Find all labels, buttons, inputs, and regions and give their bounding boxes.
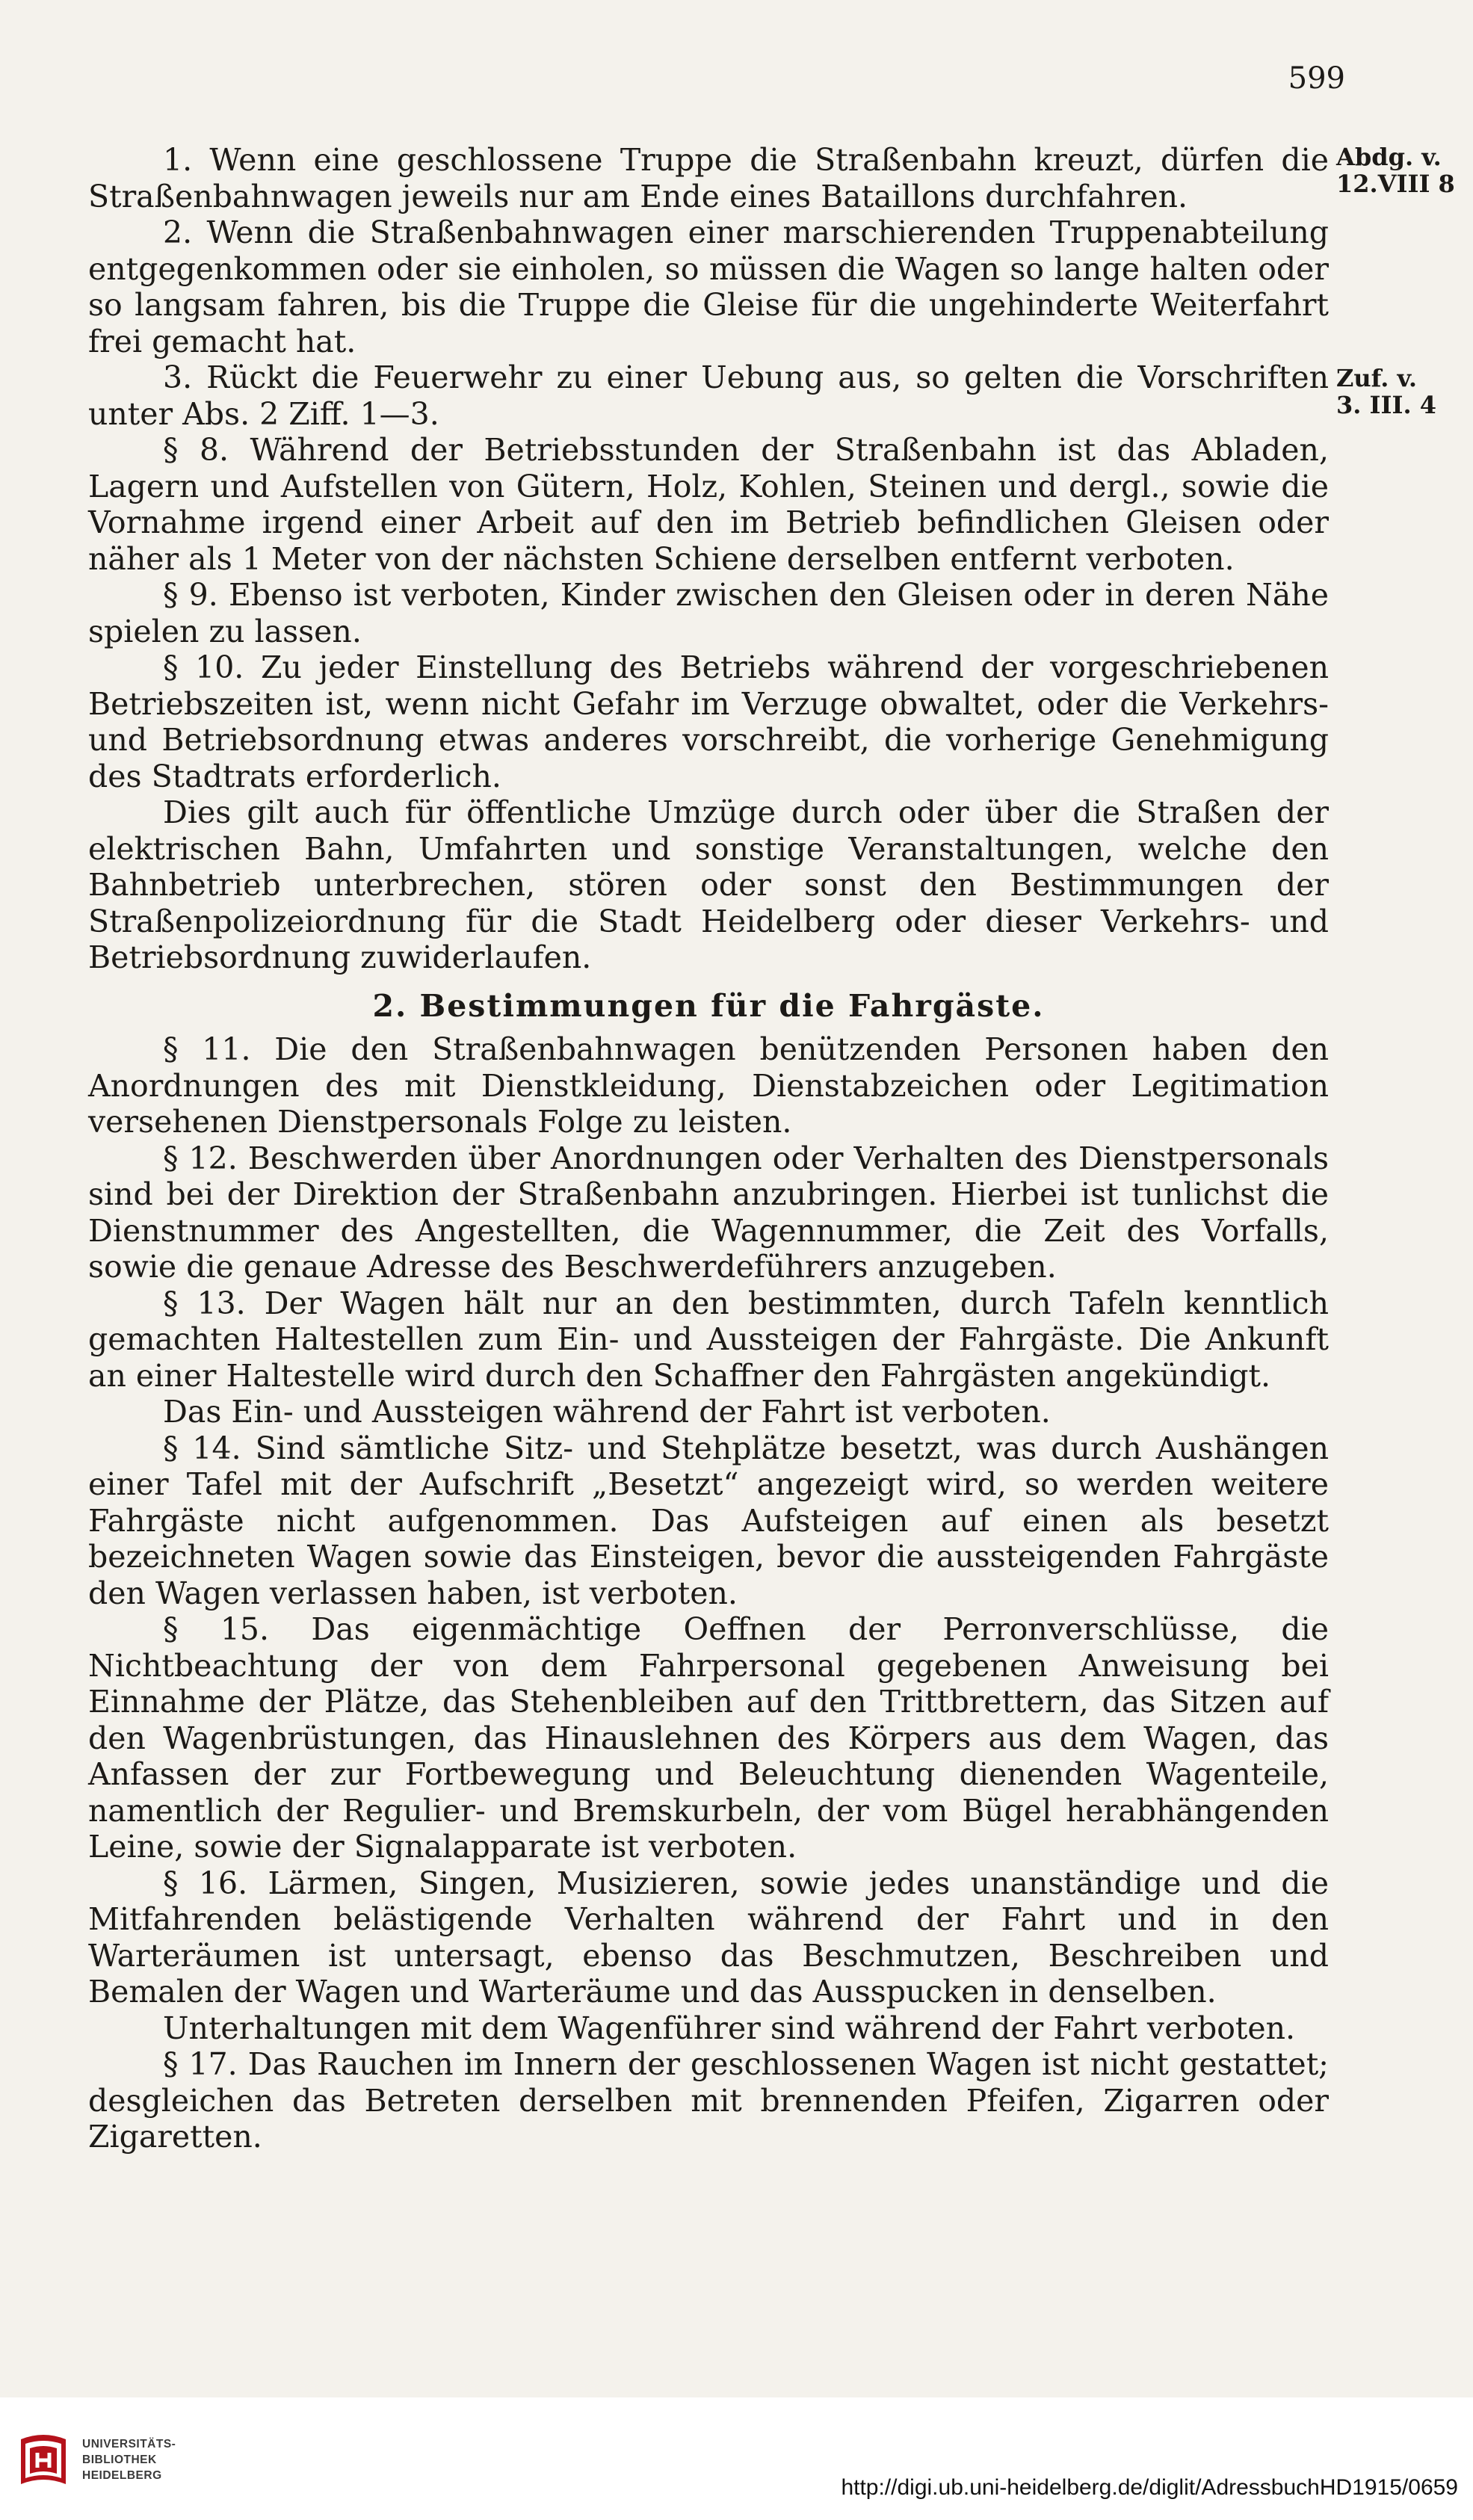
paragraph: § 11. Die den Straßenbahnwagen benützenden Personen haben den Anordnungen des mit Dienstkleidung, Dienstabzeichen oder Legitimation versehenen Dienstpersonals Folge zu leisten.: [88, 1031, 1329, 1140]
paragraph: § 13. Der Wagen hält nur an den bestimmten, durch Tafeln kenntlich gemachten Haltestellen zum Ein- und Aussteigen der Fahrgäste. Die Ankunft an einer Haltestelle wird durch den Schaffner den Fahrgästen angekündigt.: [88, 1285, 1329, 1394]
library-logo[interactable]: [15, 2430, 194, 2490]
paragraph: § 12. Beschwerden über Anordnungen oder Verhalten des Dienstpersonals sind bei der Direktion der Straßenbahn anzubringen. Hierbei ist tunlichst die Dienstnummer des Angestellten, die Wagennummer, die Zeit des Vorfalls, sowie die genaue Adresse des Beschwerdeführers anzugeben.: [88, 1140, 1329, 1285]
paragraph: Unterhaltungen mit dem Wagenführer sind während der Fahrt verboten.: [163, 2010, 1296, 2046]
paragraph: 3. Rückt die Feuerwehr zu einer Uebung aus, so gelten die Vorschriften unter Abs. 2 Ziff. 1—3.: [88, 359, 1329, 432]
paragraph: § 10. Zu jeder Einstellung des Betriebs während der vorgeschriebenen Betriebszeiten ist, wenn nicht Gefahr im Verzuge obwaltet, oder die Verkehrs- und Betriebsordnung etwas anderes vorschreibt, die vorherige Genehmigung des Stadtrats erforderlich.: [88, 649, 1329, 794]
library-name-line: BIBLIOTHEK: [82, 2453, 157, 2466]
margin-note-line: 3. III. 4: [1336, 391, 1436, 419]
footer-bar: [0, 2397, 1473, 2520]
page-number: 599: [1288, 61, 1345, 96]
library-name-line: HEIDELBERG: [82, 2469, 162, 2482]
margin-note-abdg: [1336, 143, 1463, 197]
library-seal-icon: [15, 2432, 72, 2489]
paragraph: § 16. Lärmen, Singen, Musizieren, sowie jedes unanständige und die Mitfahrenden belästigende Verhalten während der Fahrt und in den Warteräumen ist untersagt, ebenso das Beschmutzen, Beschreiben und Bemalen der Wagen und Warteräume und das Ausspucken in denselben.: [88, 1865, 1329, 2010]
margin-note-line: Abdg. v.: [1336, 143, 1442, 171]
paragraph: § 17. Das Rauchen im Innern der geschlossenen Wagen ist nicht gestattet; desgleichen das Betreten derselben mit brennenden Pfeifen, Zigarren oder Zigaretten.: [88, 2046, 1329, 2155]
library-name: [82, 2436, 176, 2483]
paragraph: 2. Wenn die Straßenbahnwagen einer marschierenden Truppenabteilung entgegenkommen oder sie einholen, so müssen die Wagen so lange halten oder so langsam fahren, bis die Truppe die Gleise für die ungehinderte Weiterfahrt frei gemacht hat.: [88, 214, 1329, 359]
paragraph: § 8. Während der Betriebsstunden der Straßenbahn ist das Abladen, Lagern und Aufstellen von Gütern, Holz, Kohlen, Steinen und dergl., sowie die Vornahme irgend einer Arbeit auf den im Betrieb befindlichen Gleisen oder näher als 1 Meter von der nächsten Schiene derselben entfernt verboten.: [88, 432, 1329, 577]
paragraph: 1. Wenn eine geschlossene Truppe die Straßenbahn kreuzt, dürfen die Straßenbahnwagen jeweils nur am Ende eines Bataillons durchfahren.: [88, 142, 1329, 214]
source-url-link[interactable]: http://digi.ub.uni-heidelberg.de/diglit/AdressbuchHD1915/0659: [841, 2475, 1458, 2500]
margin-note-line: Zuf. v.: [1336, 364, 1418, 392]
paragraph: § 15. Das eigenmächtige Oeffnen der Perronverschlüsse, die Nichtbeachtung der von dem Fahrpersonal gegebenen Anweisung bei Einnahme der Plätze, das Stehenbleiben auf den Trittbrettern, das Sitzen auf den Wagenbrüstungen, das Hinauslehnen des Körpers aus dem Wagen, das Anfassen der zur Fortbewegung und Beleuchtung dienenden Wagenteile, namentlich der Regulier- und Bremskurbeln, der vom Bügel herabhängenden Leine, sowie der Signalapparate ist verboten.: [88, 1611, 1329, 1865]
main-text: [88, 142, 1329, 2155]
paragraph: § 14. Sind sämtliche Sitz- und Stehplätze besetzt, was durch Aushängen einer Tafel mit der Aufschrift „Besetzt“ angezeigt wird, so werden weitere Fahrgäste nicht aufgenommen. Das Aufsteigen auf einen als besetzt bezeichneten Wagen sowie das Einsteigen, bevor die aussteigenden Fahrgäste den Wagen verlassen haben, ist verboten.: [88, 1430, 1329, 1611]
section-heading: 2. Bestimmungen für die Fahrgäste.: [372, 987, 1045, 1024]
paragraph: Dies gilt auch für öffentliche Umzüge durch oder über die Straßen der elektrischen Bahn, Umfahrten und sonstige Veranstaltungen, welche den Bahnbetrieb unterbrechen, stören oder sonst den Bestimmungen der Straßenpolizeiordnung für die Stadt Heidelberg oder dieser Verkehrs- und Betriebsordnung zuwiderlaufen.: [88, 794, 1329, 975]
margin-note-zuf: [1336, 365, 1463, 419]
paragraph: Das Ein- und Aussteigen während der Fahrt ist verboten.: [163, 1394, 1051, 1430]
margin-note-line: 12.VIII 8: [1336, 170, 1455, 198]
library-name-line: UNIVERSITÄTS-: [82, 2438, 176, 2450]
paragraph: § 9. Ebenso ist verboten, Kinder zwischen den Gleisen oder in deren Nähe spielen zu lassen.: [88, 577, 1329, 649]
